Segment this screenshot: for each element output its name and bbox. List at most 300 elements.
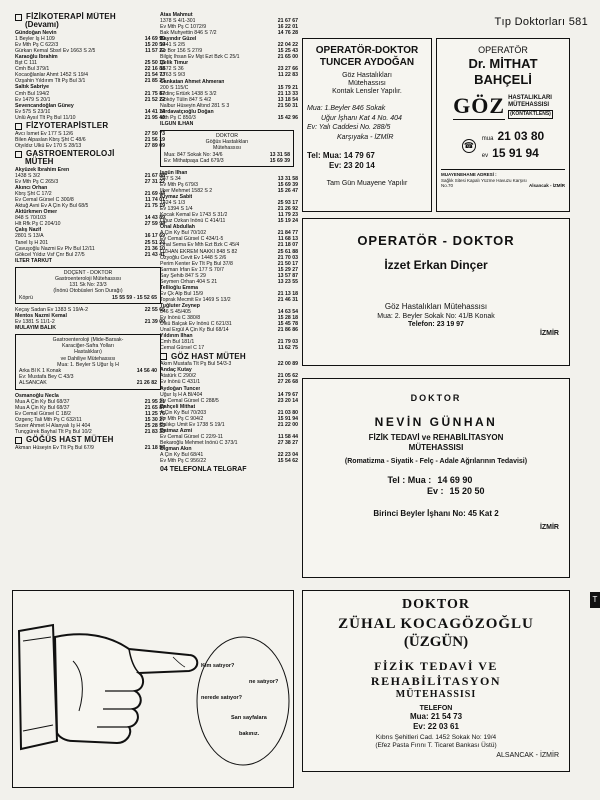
listing-phone: 25 50 16 [144,60,165,67]
listing-name: Atatürk C 290/2 [160,373,197,380]
listing-phone: 21 18 07 [277,242,298,249]
listing-name: Ev 1394 S 1/4 [160,206,193,213]
ad2-mua: 21 03 80 [497,129,545,143]
listing-name: 848 S 70/103 [15,215,46,222]
listing-phone: 16 17 69 [144,233,165,240]
ad5-address1: Kıbrıs Şehitleri Cad. 1452 Sokak No: 19/4 [375,734,497,741]
listing-name: Bak Muhyettin 846 S 7/2 [160,30,217,37]
listing-name: Ev Bor 156 S 27/9 [160,48,203,55]
boxed-ad-row-phone: 15 69 39 [269,157,290,164]
listing-phone: 11 58 44 [278,433,298,440]
ad1-tel1: Tel: Mua: 14 79 67 [307,151,375,160]
listing-name: A Çin Ky Bul 70/203 [160,409,207,416]
ad5-maiden: (ÜZGÜN) [403,634,469,650]
ad4-phones [387,475,484,497]
listing-name: A Çin Ky Bul 68/41 [160,452,204,459]
ad2-name2: BAHÇELİ [474,72,532,87]
listing-name: Akıncı Orhan [15,185,48,192]
listing-phone: 21 22 00 [277,421,298,428]
boxed-ad-row-phone: 15 55 59 - 15 52 65 [112,294,157,301]
ad2-phone-numbers [482,129,544,163]
ad5-address2: (Efez Pasta Fırını T. Ticaret Bankası Üstü) [375,742,497,749]
page-number: 581 [568,16,588,28]
listing-phone: 27 59 94 [144,221,165,228]
checkbox-square-icon [15,151,22,158]
listing-name: 1 Beyler İş H 109 [15,36,55,43]
listing-phone: 15 79 21 [277,84,298,91]
listing-name: İlker Mehmet 1582 S 2 [160,188,213,195]
listing-phone: 15 30 27 [144,416,165,423]
listing-name: Cmh Bul 194/2 [15,90,50,97]
header-title: Tıp Doktorları [494,16,566,28]
ad4-lbl-mua: Tel : Mua : [387,475,432,485]
listing-phone: 22 23 04 [277,452,298,459]
listing-name: Ev Mth Pş C 956/22 [160,458,207,465]
ad2-phones [441,129,565,163]
ad1-spec2: Mütehassısı [348,80,386,87]
boxed-ad-line: ve Dahiliye Mütehassısı [60,355,116,362]
listing-boxed-ad [160,130,294,167]
listing-phone: 21 86 86 [277,327,298,334]
listing-name: Bilgiç İhsan Ev Mşt Ezt Bzk C 25/1 [160,54,240,61]
listing-row [15,445,165,451]
listing-name: Toprak Mecmit Ev 1469 S 13/2 [160,296,231,303]
listing-name: Aydoğan Tuncer [160,385,201,392]
boxed-ad-row-text: Mua: 847 Sokak No: 34/6 [164,151,223,158]
ad1-title2: TUNCER AYDOĞAN [319,57,415,68]
listing-phone: 11 22 83 [278,72,298,79]
listing-name: Sarman İrfan Ev 177 S 70/7 [160,266,225,273]
listing-name: Balıkçı Ümit Ev 1738 S 19/1 [160,421,225,428]
ad1-address [307,104,427,142]
ad4-city: İZMİR [539,524,559,531]
boxed-ad-line: DOÇENT - DOKTOR [63,269,113,276]
listing-phone: 21 85 33 [144,78,165,85]
ad4-mua: 14 69 90 [437,475,473,485]
ad1-phones [307,151,427,171]
listing-phone: 21 13 33 [277,90,298,97]
ad1-footer: Tam Gün Muayene Yapılır [326,180,408,187]
ad1-spec1: Göz Hastalıkları [342,72,392,79]
ad2-goz-side [508,95,553,119]
ad2-name1: Dr. MİTHAT [468,56,538,71]
listing-phone: 21 03 80 [277,409,298,416]
listing-name: Mth Pş C 850/3 [160,114,196,121]
ad2-gsub1: HASTALIKLARI [508,94,552,101]
listing-phone: 11 57 22 [145,48,165,55]
listing-phone: 21 05 62 [277,373,298,380]
boxed-ad-line: Mua: 1. Beyler S Uğur İş H [57,361,119,368]
listing-row [160,345,298,351]
listing-name: Bilen Alpaslan Kbrş Şht C 48/6 [15,136,86,143]
listing-name: Tellioğlu Emma [160,284,198,291]
ad3-address: Mua: 2. Beyler Sokak No: 41/B Konak [377,313,495,320]
ad1-title1: OPERATÖR-DOKTOR [315,45,419,56]
listing-name: Tanel İş H 201 [15,239,49,246]
listing-phone: 27 89 09 [144,142,165,149]
listing-phone: 21 75 87 [144,90,165,97]
boxed-ad-row-text: Ev: Mustafa Bey C 43/3 [19,374,74,381]
listing-name: 1672 S 36 [160,66,184,73]
listing-name: Ev Cemal Gürsel C 300/8 [15,197,74,204]
checkbox-square-icon [15,14,22,21]
listing-name: Tunçgürek Bayhal Tlt Pş Bul 10/2 [15,428,92,435]
ad3-title: OPERATÖR - DOKTOR [357,233,515,248]
section-heading-text: GÖĞÜS HAST MÜTEH [26,435,114,445]
listing-phone: 27 26 68 [277,379,298,386]
listing-name: 200 S 115/C [160,84,189,91]
ad4-spec2: MÜTEHASSISI [408,443,464,452]
boxed-ad-line: DOKTOR [215,132,239,139]
listing-phone: 21 52 22 [144,96,165,103]
listing-phone: 21 65 87 [144,404,165,411]
listing-phone: 21 83 33 [144,428,165,435]
listing-name: ÖZHAN EKREM NAKKİ 848 S 82 [160,248,238,255]
listing-row [160,121,298,127]
boxed-ad-row-phone: 21 26 82 [136,380,157,387]
page-header [440,16,600,28]
listing-phone: 27 38 27 [277,439,298,446]
listing-name: Cmh Bul 181/1 [160,339,195,346]
listing-name: Çalış Nazif [15,227,42,234]
listing-name: İLTER TARKUT [15,257,52,264]
ad-tuncer-aydogan [302,38,432,212]
ad1-tel2: Ev: 23 20 14 [329,161,375,170]
listing-name: Ev 575 S 23/10 [15,108,51,115]
listing-name: Andaç Kutay [160,367,192,374]
listing-name: Kocak Kemal Ev 1743 S 31/2 [160,212,228,219]
listing-column-1 [15,12,165,597]
boxed-ad-row-phone: 14 56 40 [136,367,157,374]
boxed-ad-row-text: Arka Bl K 1 Konak [19,367,62,374]
listing-phone: 22 55 65 [144,306,165,313]
listing-phone: 21 26 92 [277,206,298,213]
listing-name: Ev Cemal Gürsel C 22/9-11 [160,433,224,440]
listing-name: Bekaroğlu Mehmet İnönü C 373/1 [160,439,238,446]
listing-phone: 15 26 47 [277,188,298,195]
listing-row [15,429,165,435]
listing-name: Ülkü Balçak Ev İnönü C 621/31 [160,321,232,328]
listing-name: Nalbur Hüseyin Altınd 281 S 3 [160,102,230,109]
listing-phone: 15 25 43 [277,48,298,55]
listing-name: İşgün İlhan [160,169,188,176]
listing-name: Sezer Ahmet H Alanyalı İş H 404 [15,422,91,429]
listing-phone: 21 39 00 [144,318,165,325]
listing-phone: 14 41 14 [144,108,165,115]
listing-name: Ünlü Aysıl Tlt Pş Bul 11/10 [15,114,76,121]
checkbox-square-icon [15,437,22,444]
listing-name: Önal Abdullah [160,224,195,231]
listing-name: Bigman Akın [160,445,192,452]
section-heading-text: GÖZ HAST MÜTEH [171,351,246,361]
listing-phone: 27 50 73 [144,130,165,137]
listing-phone: 11 74 01 [145,197,165,204]
listing-phone: 21 67 67 [277,18,298,25]
listing-phone: 21 79 03 [277,339,298,346]
boxed-ad-line: (İnönü Otobüsleri Son Durağı) [53,288,123,295]
listing-name: MÜLAYİM BALİK [15,324,57,331]
pointing-hand-icon [13,591,295,789]
listing-phone: 22 16 88 [144,66,165,73]
boxed-ad-line: Gastroenteroloji Mütehassısı [54,275,122,282]
listing-name: Yıldırım İlhan [160,333,193,340]
listing-name: Ev Mth Pş 679/3 [160,182,199,188]
ad4-address: Birinci Beyler İşhanı No: 45 Kat 2 [373,509,499,518]
yellow-pages-hand-ad [12,590,294,788]
listing-name: Ev Mth Pş C 904/2 [160,415,204,422]
listing-phone: 11 62 75 [278,345,298,352]
ad1-addr4: Karşıyaka - İZMİR [337,133,394,141]
listing-name: Bşt C 111 [15,60,38,67]
ad5-phone-ev: Ev: 22 03 61 [413,722,459,731]
listing-name: Saltık Sabriye [15,84,50,91]
ad3-spec: Göz Hastalıkları Mütehassısı [384,302,488,311]
listing-phone: 21 56 19 [144,136,165,143]
listing-phone: 27 31 22 [144,179,165,186]
section-heading-text: GASTROENTEROLOJİ [26,149,115,159]
listing-phone: 15 69 39 [277,182,298,188]
listing-phone: 15 29 27 [277,266,298,273]
boxed-ad-row [19,295,157,301]
listing-name: Kocaoğlanlar Ahmt 1452 S 19/4 [15,72,88,79]
ad5-city: ALSANCAK - İZMİR [496,752,559,759]
ad5-phone-mua: Mua: 21 54 73 [409,712,463,721]
ad3-phone: Telefon: 23 19 97 [408,321,464,328]
listing-name: Akım Mustafa Tlt Pş Bul 54/3-3 [160,361,232,368]
listing-phone: 14 43 89 [144,215,165,222]
listing-name: Mua A Çin Ky Bul 68/37 [15,398,70,405]
ad5-title: DOKTOR [402,597,470,612]
listing-phone: 15 20 50 [144,42,165,49]
boxed-ad-row-text: Köprü [19,294,33,301]
boxed-ad-row-text: Ev: Mithatpaşa Cad 679/3 [164,157,224,164]
listing-phone: 21 95 21 [144,398,165,405]
listing-phone: 25 28 53 [144,422,165,429]
listing-phone: 25 93 17 [277,200,298,207]
boxed-ad-row [19,380,157,386]
hand-q3: nerede satıyor? [201,695,242,701]
section-heading [160,353,298,360]
listing-phone: 22 00 89 [277,361,298,368]
section-subheading: (Devamı) [25,20,59,29]
ad2-adr3: Alsancak - İZMİR [528,183,565,188]
listing-phone: 25 61 88 [277,248,298,255]
ad2-operator: OPERATÖR [478,45,528,55]
listing-name: 2801 S 13/A [15,233,44,240]
ad4-name: NEVİN GÜNHAN [374,415,498,429]
ad2-adr1: Sağlık Sitesi Kapalı Yüzme Havuzu Karşısı [441,177,527,183]
listing-phone: 15 54 62 [277,458,298,465]
listing-name: 1438 S 3/2 [15,172,41,179]
listing-name: Seymen Orhan 404 S 21 [160,278,218,285]
listing-phone: 25 51 23 [144,239,165,246]
hand-q4: Sarı sayfalara [231,715,267,721]
listing-phone: 15 19 24 [277,218,298,225]
listing-name: Kbrş Şht C 17/2 [15,191,52,198]
listing-name: A Çin Ky Bul 70/102 [160,230,207,237]
listing-name: Ev Mth Pş C 1072/9 [160,24,207,31]
listing-phone: 21 18 57 [144,444,165,451]
listing-name: Ev Çk Alp Bul 15/9 [160,290,203,297]
listing-phone: 15 45 78 [277,321,298,328]
listing-boxed-ad [15,334,161,390]
boxed-ad-row-phone: 13 31 58 [269,151,290,158]
ad5-spec1: FİZİK TEDAVİ VE REHABİLİTASYON [370,659,502,688]
listing-name: Perim Kenter Ev Tlt Pş Bul 37/8 [160,260,233,267]
boxed-ad-line: 131 Sk No: 23/3 [69,282,107,289]
listing-name: Ev Mth Pş C 622/3 [15,42,59,49]
listing-phone: 21 65 00 [277,54,298,61]
boxed-ad-line: Gastroenteroloji (Mide-Barsak- [52,336,124,343]
listing-phone: 11 25 76 [145,410,165,417]
listing-phone: 15 28 18 [277,315,298,322]
listing-phone: 23 27 66 [277,66,298,73]
listing-name: Bayındır Güzel [160,36,197,43]
listing-row [160,458,298,464]
listing-name: Ev Cemal Gürsel C 18/2 [15,410,71,417]
listing-name: Batmaz Azmi [160,427,193,434]
ad4-lbl-ev: Ev : [426,486,444,496]
ad2-lbl-ev: ev [481,153,489,159]
listing-phone: 13 57 87 [277,272,298,279]
listing-row [15,258,165,264]
boxed-ad-line: Mütehassısı [213,145,241,152]
listing-phone: 21 84 77 [277,230,298,237]
ad2-address [441,169,565,189]
listing-phone: 13 23 55 [277,278,298,285]
section-heading-text: FİZYOTERAPİSTLER [26,121,109,131]
listing-name: Ev İnönü C 380/8 [160,315,201,322]
listing-name: Tuğluter Zeynep [160,302,200,309]
ad5-phone-label: TELEFON [419,705,453,712]
listing-phone: 22 04 22 [277,42,298,49]
listing-name: Gürkan Kemal Sbsrl Ev 1663 S 2/5 [15,48,96,55]
boxed-ad-line: Hastalıkları) [74,349,102,356]
listing-name: Gököy Tülin 847 S 4/2 [160,96,212,103]
listing-name: Atas Mahmut [160,12,193,18]
listing-name: Ev 1381 S 11/1-2 [15,318,55,325]
ad2-adr2: No.70 [441,183,454,188]
ad4-title: DOKTOR [410,393,462,403]
listing-name: Otyıldız Ülkü Ev 170 S 28/13 [15,142,82,149]
listing-name: 846 S 45/405 [160,308,191,315]
listing-phone: 11 79 23 [278,212,298,219]
listing-name: Ev Cemal Gürsel C 288/5 [160,397,219,404]
listing-phone [296,121,298,127]
listing-phone: 14 76 28 [277,30,298,37]
listing-phone: 21 50 17 [277,260,298,267]
listing-name: Nirdavatçıoğlu Doğan [160,108,214,115]
ad-mithat-bahceli [436,38,570,212]
listing-name: Cankatan Ahmet Ahmeran [160,78,225,85]
listing-phone: 21 46 31 [277,296,298,303]
listing-name: Çavuşoğlu Nazmi Ev Plv Bul 12/11 [15,245,95,252]
listing-phone: 21 75 19 [144,203,165,210]
listing-phone: 21 50 31 [277,102,298,109]
ad3-city: İZMİR [539,330,559,337]
listing-phone: 14 63 54 [277,308,298,315]
listing-name: İLGÜN İLHAN [160,120,194,127]
ad2-gsub2: MÜTEHASSISI [508,101,550,108]
listing-name: Aktuğ Avni Ev A Çin Ky Bul 68/5 [15,203,89,210]
listing-name: Erdinç Ertürk 1438 S 3/2 [160,90,217,97]
listing-phone: 13 18 54 [277,96,298,103]
listing-name: 1441 S 2/5 [160,42,186,49]
listing-name: Uğur İş H A Bl/404 [160,391,203,398]
ad4-treatments: (Romatizma - Siyatik - Felç - Adale Ağrılarının Tedavisi) [344,458,528,465]
listing-name: Ev Cemal Gürsel C 434/1-5 [160,236,224,243]
listing-name: Say Şehib 847 S 29 [160,272,206,279]
telephone-icon: ☎ [462,139,476,153]
ad-nevin-gunhan [302,378,570,578]
section-subheading: MÜTEH [25,156,54,166]
ad1-addr3: Ev: Yalı Caddesi No. 288/5 [307,124,391,131]
listing-phone: 14 69 90 [144,36,165,43]
ad2-lbl-mua: mua [481,136,494,142]
section-heading [15,437,165,444]
listing-phone: 14 79 67 [277,391,298,398]
listing-name: 1763 S 9/3 [160,72,186,79]
listing-name: Gündoğan Nevin [15,30,57,37]
boxed-ad-row-text: ALSANCAK [19,380,47,387]
listing-row [15,115,165,121]
listing-name: Bahçeli Mithat [160,403,196,410]
listing-name: Sevencandoğlan Güney [15,102,74,109]
boxed-ad-line: Göğüs Hastalıkları [205,139,249,146]
listing-name: Çelik Timur [160,60,189,67]
listing-name: Akman Hüseyin Ev Tlt Pş Bul 67/9 [15,444,94,451]
ad2-goz-logo [441,93,565,120]
listing-name: Kıymaz Sabit [160,194,193,201]
listing-row [15,143,165,149]
listing-name: Akyüzek İbrahim Eren [15,166,70,173]
ad1-addr1: Mua: 1.Beyler 846 Sokak [307,105,386,112]
section-heading-text: FİZİKOTERAPİ MÜTEH [26,12,116,22]
boxed-ad-row [164,158,290,164]
listing-name: Gökcel Yıldız Vsf Çnr Bul 27/5 [15,251,85,258]
section-heading [15,123,165,130]
listing-name: Avcı İsmet Ev 177 S 12/6 [15,130,74,137]
hand-q2: ne satıyor? [249,679,279,685]
listing-phone: 21 36 10 [144,245,165,252]
listing-phone: 21 67 88 [144,172,165,179]
listing-phone: 21 69 44 [144,191,165,198]
listing-name: Mua A Çin Ky Bul 68/37 [15,404,70,411]
listing-name: Özyoğlu Cevit Ev 1448 S 2/6 [160,254,227,261]
ad2-goz: GÖZ [453,93,506,118]
index-tab: T [590,592,600,608]
listing-phone: 21 43 41 [144,251,165,258]
ad5-name: ZÜHAL KOCAGÖZOĞLU [338,616,534,632]
listing-name: Özşahin Yıldırım Tlt Pş Bul 3/1 [15,78,86,85]
listing-phone: 11 68 13 [278,236,298,243]
ad3-name: İzzet Erkan Dinçer [384,258,488,272]
listing-name: Ev 1479 S 20/1 [15,96,51,103]
listing-phone: 13 31 58 [277,175,298,182]
listing-phone: 21 13 18 [277,290,298,297]
listing-boxed-ad [15,267,161,304]
listing-name: Aktürkmen Ömer [15,209,58,216]
listing-name: Keçay Sadan Ev 1383 S 19/A-2 [15,306,88,313]
listing-phone: 16 22 01 [277,24,298,31]
boxed-ad-line: Karaciğer-Safra Yolları [62,343,114,350]
listing-phone: 21 54 73 [144,72,165,79]
listing-name: Cmh Bul 379/1 [15,66,50,73]
listing-column-2 [160,12,298,580]
listing-name: Önal Sema Ev Mth Ezt Bzk C 45/4 [160,242,240,249]
ad-izzet-erkan-dincer [302,218,570,366]
ad4-ev: 15 20 50 [449,486,485,496]
